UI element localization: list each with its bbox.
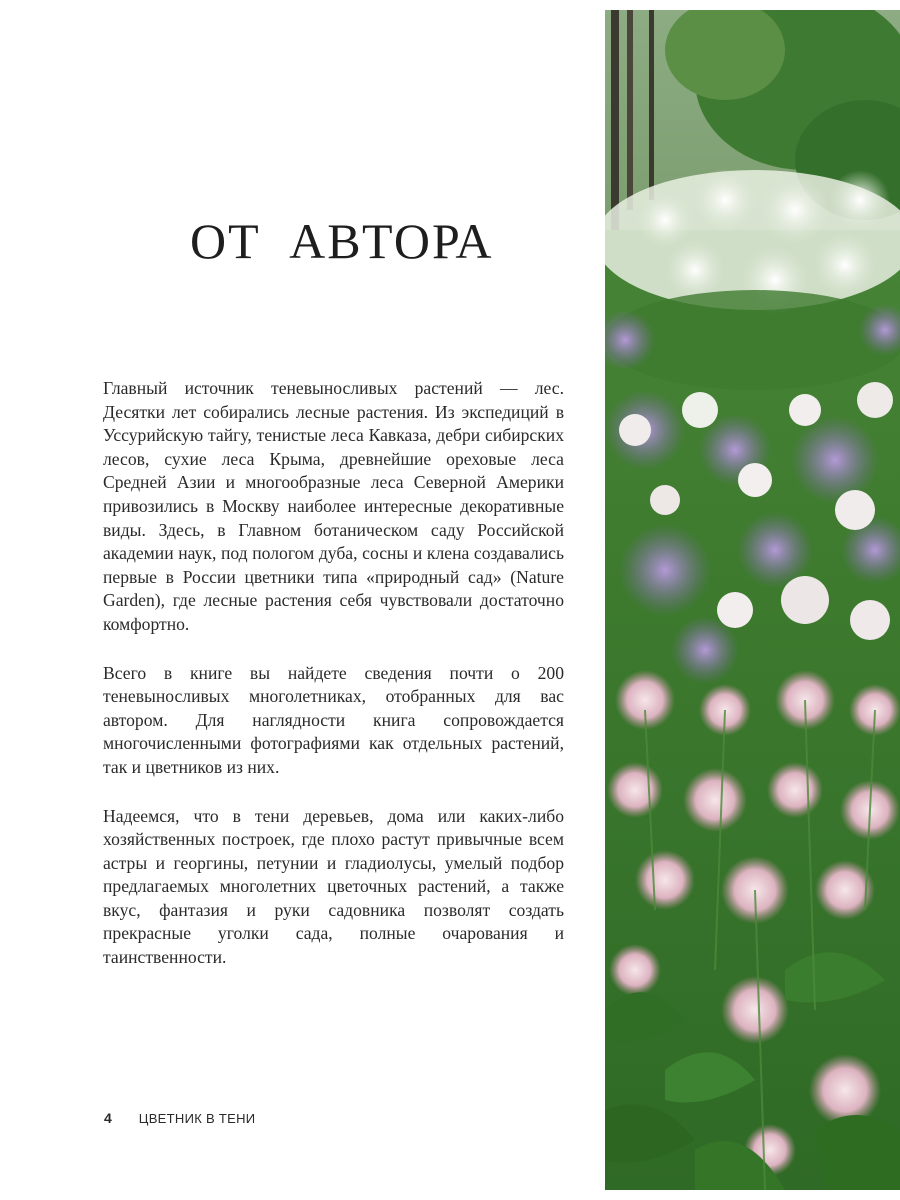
paragraph-2: Всего в книге вы найдете сведения почти о 200 теневыносливых многолетниках, отобранных для вас автором. Для наглядности книга сопровождается многочисленными фотографиями как отдельных растений, так и цветников из них. [103, 662, 564, 777]
flower-garden-illustration [605, 10, 900, 1190]
page-title: ОТ АВТОРА [190, 213, 494, 269]
body-text [103, 377, 564, 995]
paragraph-3: Надеемся, что в тени деревьев, дома или каких-либо хозяйственных построек, где плохо растут привычные всем астры и георгины, петунии и гладиолусы, умелый подбор предлагаемых многолетних цветочных растений, а также вкус, фантазия и руки садовника позволят создать прекрасные уголки сада, полные очарования и таинственности. [103, 805, 564, 968]
paragraph-1: Главный источник теневыносливых растений — лес. Десятки лет собирались лесные растения. Из экспедиций в Уссурийскую тайгу, тенистые леса Кавказа, дебри сибирских лесов, сухие леса Крыма, древнейшие ореховые леса Средней Азии и многообразные леса Северной Америки привозились в Москву наиболее интересные декоративные виды. Здесь, в Главном ботаническом саду Российской академии наук, под пологом дуба, сосны и клена создавались первые в России цветники типа «природный сад» (Nature Garden), где лесные растения себя чувствовали достаточно комфортно. [103, 378, 564, 634]
page-number: 4 [104, 1110, 112, 1126]
flower-garden-photo [605, 10, 900, 1190]
page-footer [104, 1110, 255, 1126]
running-title: ЦВЕТНИК В ТЕНИ [138, 1111, 256, 1126]
